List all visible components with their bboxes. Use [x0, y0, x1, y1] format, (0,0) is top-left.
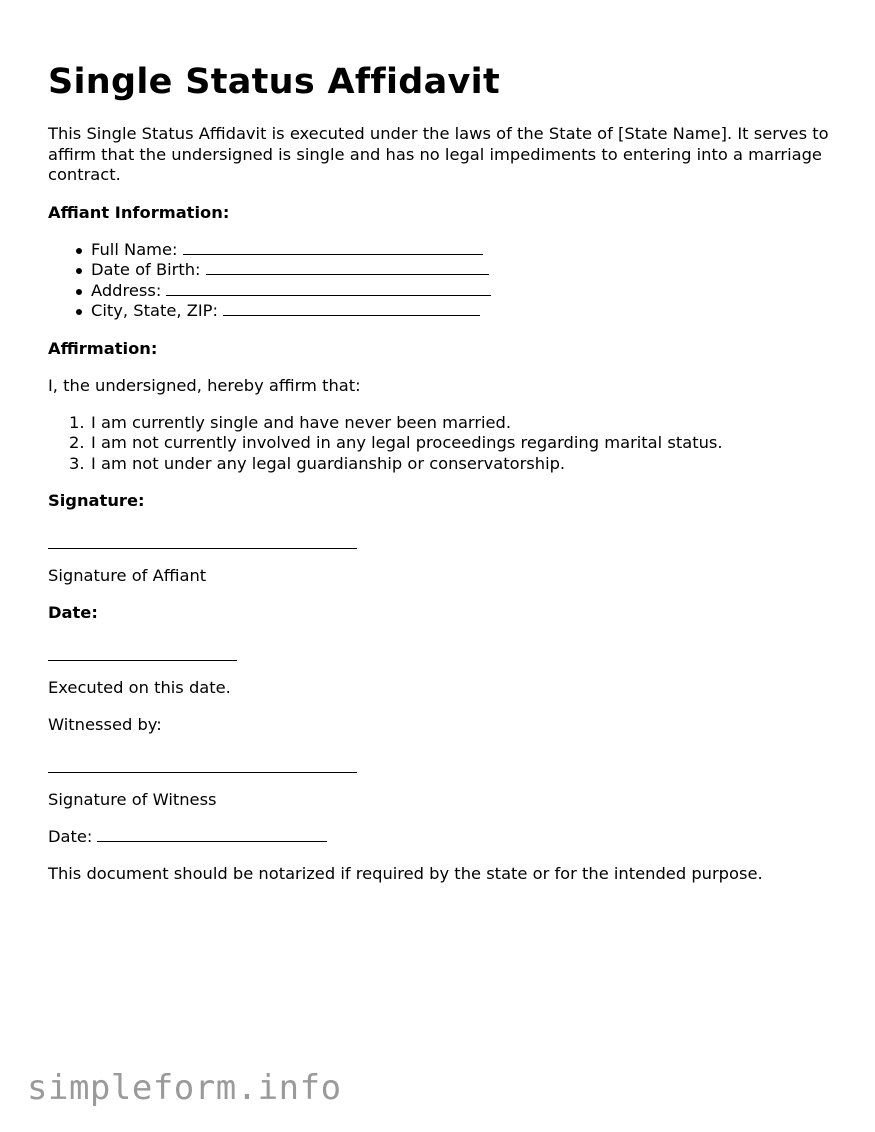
- date-line[interactable]: [48, 640, 237, 661]
- affiant-heading: Affiant Information:: [48, 202, 230, 222]
- affirmation-heading: Affirmation:: [48, 338, 158, 358]
- signature-heading: Signature:: [48, 491, 145, 510]
- field-full-name: [91, 240, 838, 261]
- document-title: Single Status Affidavit: [48, 62, 500, 102]
- affiant-fields-list: [48, 240, 838, 322]
- full-name-blank[interactable]: [183, 240, 483, 255]
- witness-label: Witnessed by:: [48, 715, 162, 734]
- affirmation-text: I am not currently involved in any legal proceedings regarding marital status.: [91, 433, 723, 452]
- affiant-signature-caption: Signature of Affiant: [48, 566, 207, 585]
- affirmation-item: [69, 453, 838, 475]
- watermark-text: simpleform.info: [27, 1068, 342, 1108]
- affiant-signature-line[interactable]: [48, 528, 357, 549]
- city-state-zip-blank[interactable]: [223, 301, 480, 316]
- field-city-state-zip: [91, 301, 838, 322]
- affirmation-item: [69, 412, 838, 434]
- notarize-note: This document should be notarized if required by the state or for the intended purpose.: [48, 864, 763, 883]
- witness-signature-caption: Signature of Witness: [48, 790, 217, 809]
- witness-date-label: Date:: [48, 827, 93, 846]
- affirmation-intro: I, the undersigned, hereby affirm that:: [48, 375, 361, 395]
- affirmation-text: I am not under any legal guardianship or conservatorship.: [91, 453, 566, 473]
- affirmation-number: 2.: [69, 433, 85, 452]
- affirmation-number: 3.: [69, 453, 85, 473]
- field-label: Address:: [91, 280, 162, 300]
- witness-date-row: [48, 827, 838, 847]
- witness-date-blank[interactable]: [97, 827, 327, 842]
- date-heading: Date:: [48, 603, 98, 622]
- field-label: Full Name:: [91, 239, 178, 259]
- affidavit-page: [48, 58, 838, 884]
- field-date-of-birth: [91, 260, 838, 281]
- date-of-birth-blank[interactable]: [206, 260, 489, 275]
- affirmation-number: 1.: [69, 412, 85, 432]
- intro-paragraph: This Single Status Affidavit is executed under the laws of the State of [State Name]. It serves to affirm that the undersigned is single and has no legal impediments to entering into a marriage contract.: [48, 124, 829, 184]
- affirmation-item: [69, 433, 838, 454]
- date-caption: Executed on this date.: [48, 678, 231, 697]
- address-blank[interactable]: [166, 281, 491, 296]
- field-address: [91, 281, 838, 302]
- field-label: Date of Birth:: [91, 260, 201, 279]
- field-label: City, State, ZIP:: [91, 301, 218, 320]
- witness-signature-line[interactable]: [48, 752, 357, 773]
- affirmation-list: [48, 413, 838, 475]
- affirmation-text: I am currently single and have never been married.: [91, 412, 512, 432]
